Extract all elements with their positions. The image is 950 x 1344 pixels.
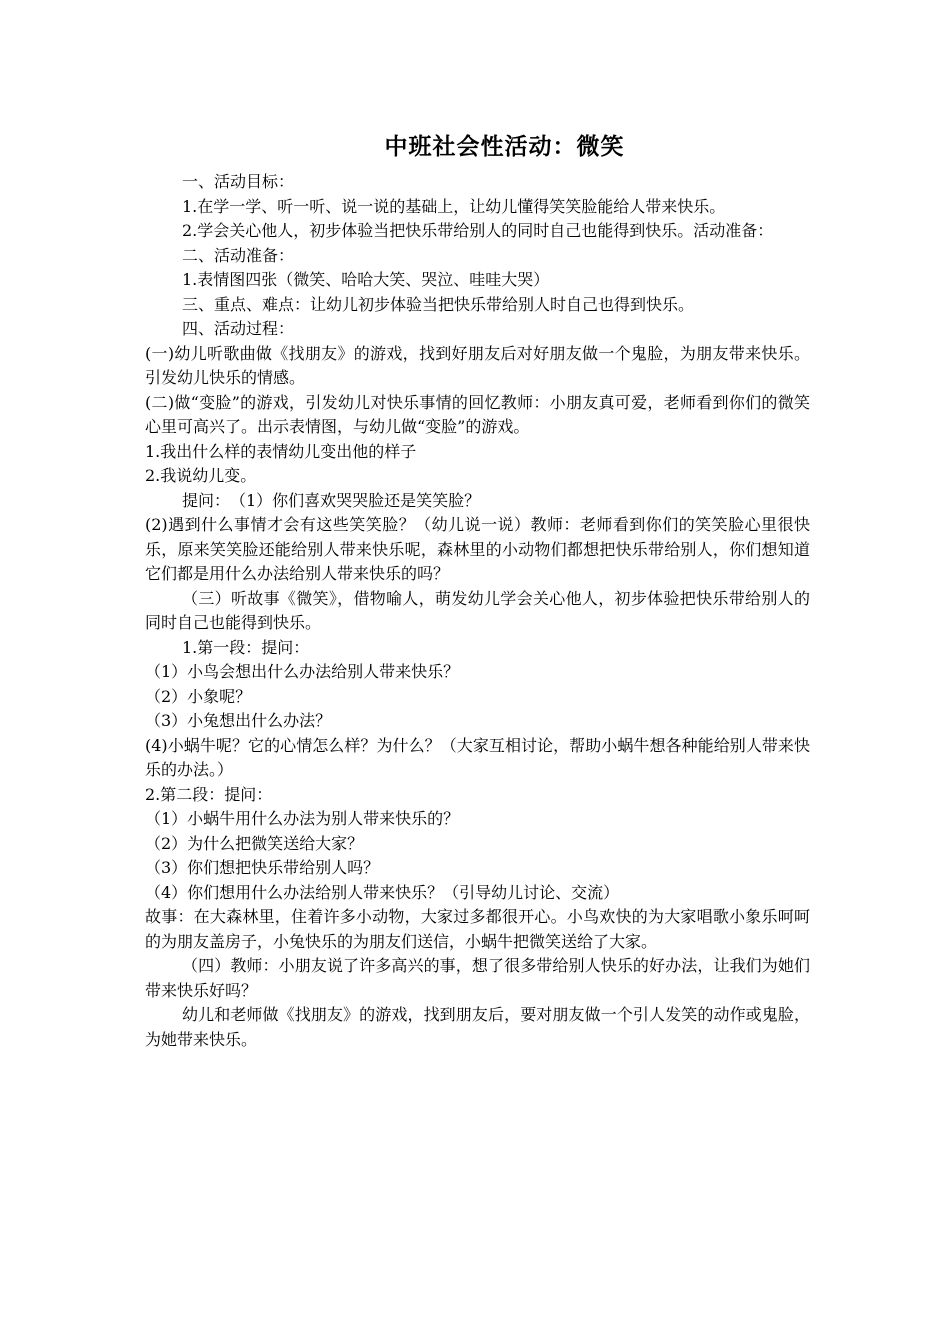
paragraph: 1.我出什么样的表情幼儿变出他的样子 [145,441,417,461]
paragraph: (二)做“变脸”的游戏，引发幼儿对快乐事情的回忆教师：小朋友真可爱，老师看到你们的微笑心里可高兴了。出示表情图，与幼儿做“变脸”的游戏。 [145,392,810,436]
paragraph: 二、活动准备： [182,245,295,265]
paragraph: （3）你们想把快乐带给别人吗？ [145,858,380,877]
paragraph: 2.学会关心他人，初步体验当把快乐带给别人的同时自己也能得到快乐。活动准备： [182,221,774,240]
paragraph: 提问： （1）你们喜欢哭哭脸还是笑笑脸？ [182,490,481,510]
paragraph: （1）小鸟会想出什么办法给别人带来快乐？ [145,662,460,681]
paragraph: (一)幼儿听歌曲做《找朋友》的游戏，找到好朋友后对好朋友做一个鬼脸，为朋友带来快乐。引发幼儿快乐的情感。 [145,343,810,387]
paragraph: （4）你们想用什么办法给别人带来快乐？（引导幼儿讨论、交流） [145,882,620,902]
paragraph: （1）小蜗牛用什么办法为别人带来快乐的？ [145,809,460,828]
paragraph: （2）为什么把微笑送给大家？ [145,833,364,853]
paragraph: （三）听故事《微笑》，借物喻人，萌发幼儿学会关心他人，初步体验把快乐带给别人的同时自己也能得到快乐。 [145,588,810,632]
paragraph: 1.第一段：提问： [182,637,310,657]
document-body [145,170,810,1052]
paragraph: 故事：在大森林里，住着许多小动物，大家过多都很开心。小鸟欢快的为大家唱歌小象乐呵呵的为朋友盖房子，小兔快乐的为朋友们送信，小蜗牛把微笑送给了大家。 [145,907,810,951]
paragraph: （2）小象呢？ [145,686,252,706]
paragraph: 1.在学一学、听一听、说一说的基础上，让幼儿懂得笑笑脸能给人带来快乐。 [182,196,726,216]
paragraph: 2.我说幼儿变。 [145,466,257,485]
paragraph: （3）小兔想出什么办法？ [145,711,332,730]
document-title: 中班社会性活动：微笑 [384,133,625,160]
paragraph: (2)遇到什么事情才会有这些笑笑脸？（幼儿说一说）教师：老师看到你们的笑笑脸心里很快乐，原来笑笑脸还能给别人带来快乐呢，森林里的小动物们都想把快乐带给别人，你们想知道它们都是用什么办法给别人带来快乐的吗？ [145,515,810,583]
paragraph: 一、活动目标： [182,172,295,191]
document-page [145,130,810,1052]
paragraph: （四）教师：小朋友说了许多高兴的事，想了很多带给别人快乐的好办法，让我们为她们带来快乐好吗？ [145,956,810,1000]
paragraph: 幼儿和老师做《找朋友》的游戏，找到朋友后，要对朋友做一个引人发笑的动作或鬼脸，为她带来快乐。 [145,1005,810,1049]
paragraph: 2.第二段：提问： [145,784,273,804]
paragraph: 1.表情图四张（微笑、哈哈大笑、哭泣、哇哇大哭） [182,270,550,289]
paragraph: 四、活动过程： [182,319,295,338]
paragraph: (4)小蜗牛呢？它的心情怎么样？为什么？（大家互相讨论，帮助小蜗牛想各种能给别人带来快乐的办法。） [145,735,810,779]
paragraph: 三、重点、难点：让幼儿初步体验当把快乐带给别人时自己也得到快乐。 [182,294,695,314]
